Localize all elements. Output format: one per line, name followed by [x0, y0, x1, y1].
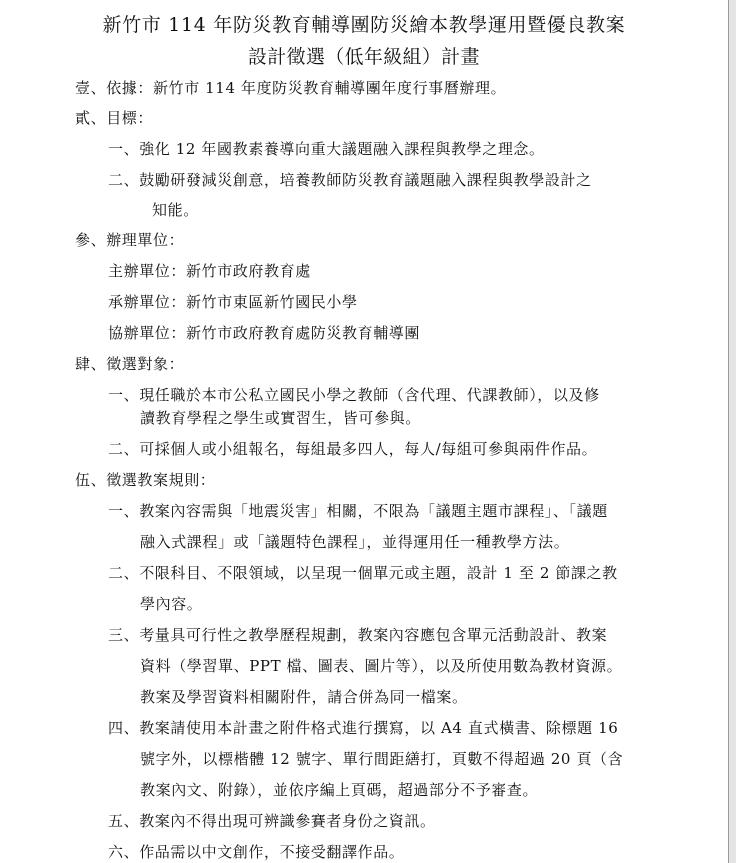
rule-item-6: 六、作品需以中文創作，不接受翻譯作品。 — [108, 843, 405, 861]
rule-item-1-line-1: 一、教案內容需與「地震災害」相關，不限為「議題主題市課程」、「議題 — [108, 502, 608, 520]
objective-item-2-line-2: 知能。 — [152, 201, 199, 219]
rule-item-4-line-3: 教案內文、附錄），並依序編上頁碼，超過部分不予審查。 — [140, 781, 539, 799]
rule-item-1-line-2: 融入式課程」或「議題特色課程」，並得運用任一種教學方法。 — [140, 533, 570, 551]
co-organizer-unit: 協辦單位：新竹市政府教育處防災教育輔導團 — [108, 324, 421, 342]
objective-item-1: 一、強化 12 年國教素養導向重大議題融入課程與教學之理念。 — [108, 140, 545, 158]
rule-item-3-line-3: 教案及學習資料相關附件，請合併為同一檔案。 — [140, 688, 468, 706]
section-basis: 壹、依據：新竹市 114 年度防災教育輔導團年度行事曆辦理。 — [75, 79, 507, 97]
eligibility-item-1-line-1: 一、現任職於本市公私立國民小學之教師（含代理、代課教師），以及修 — [108, 386, 600, 404]
section-rules-heading: 伍、徵選教案規則： — [75, 471, 216, 489]
executor-unit: 承辦單位：新竹市東區新竹國民小學 — [108, 293, 358, 311]
rule-item-2-line-2: 學內容。 — [140, 595, 203, 613]
section-eligibility-heading: 肆、徵選對象： — [75, 355, 185, 373]
page-shadow — [729, 0, 736, 863]
rule-item-2-line-1: 二、不限科目、不限領域，以呈現一個單元或主題，設計 1 至 2 節課之教 — [108, 564, 618, 582]
document-title-line-2: 設計徵選（低年級組）計畫 — [248, 47, 480, 68]
organizer-unit: 主辦單位：新竹市政府教育處 — [108, 262, 311, 280]
eligibility-item-2: 二、可採個人或小組報名，每組最多四人，每人/每組可參與兩件作品。 — [108, 440, 598, 458]
rule-item-3-line-2: 資料（學習單、PPT 檔、圖表、圖片等），以及所使用數為教材資源。 — [140, 657, 623, 675]
rule-item-3-line-1: 三、考量具可行性之教學歷程規劃，教案內容應包含單元活動設計、教案 — [108, 626, 608, 644]
section-units-heading: 參、辦理單位： — [75, 231, 185, 249]
eligibility-item-1-line-2: 讀教育學程之學生或實習生，皆可參與。 — [140, 409, 421, 427]
objective-item-2-line-1: 二、鼓勵研發減災創意，培養教師防災教育議題融入課程與教學設計之 — [108, 171, 592, 189]
rule-item-4-line-2: 號字外，以標楷體 12 號字、單行間距繕打，頁數不得超過 20 頁（含 — [140, 750, 624, 768]
rule-item-4-line-1: 四、教案請使用本計畫之附件格式進行撰寫，以 A4 直式橫書、除標題 16 — [108, 719, 619, 737]
section-objectives-heading: 貳、目標： — [75, 109, 154, 127]
rule-item-5: 五、教案內不得出現可辨識參賽者身份之資訊。 — [108, 812, 436, 830]
document-title-line-1: 新竹市 114 年防災教育輔導團防災繪本教學運用暨優良教案 — [102, 15, 626, 36]
